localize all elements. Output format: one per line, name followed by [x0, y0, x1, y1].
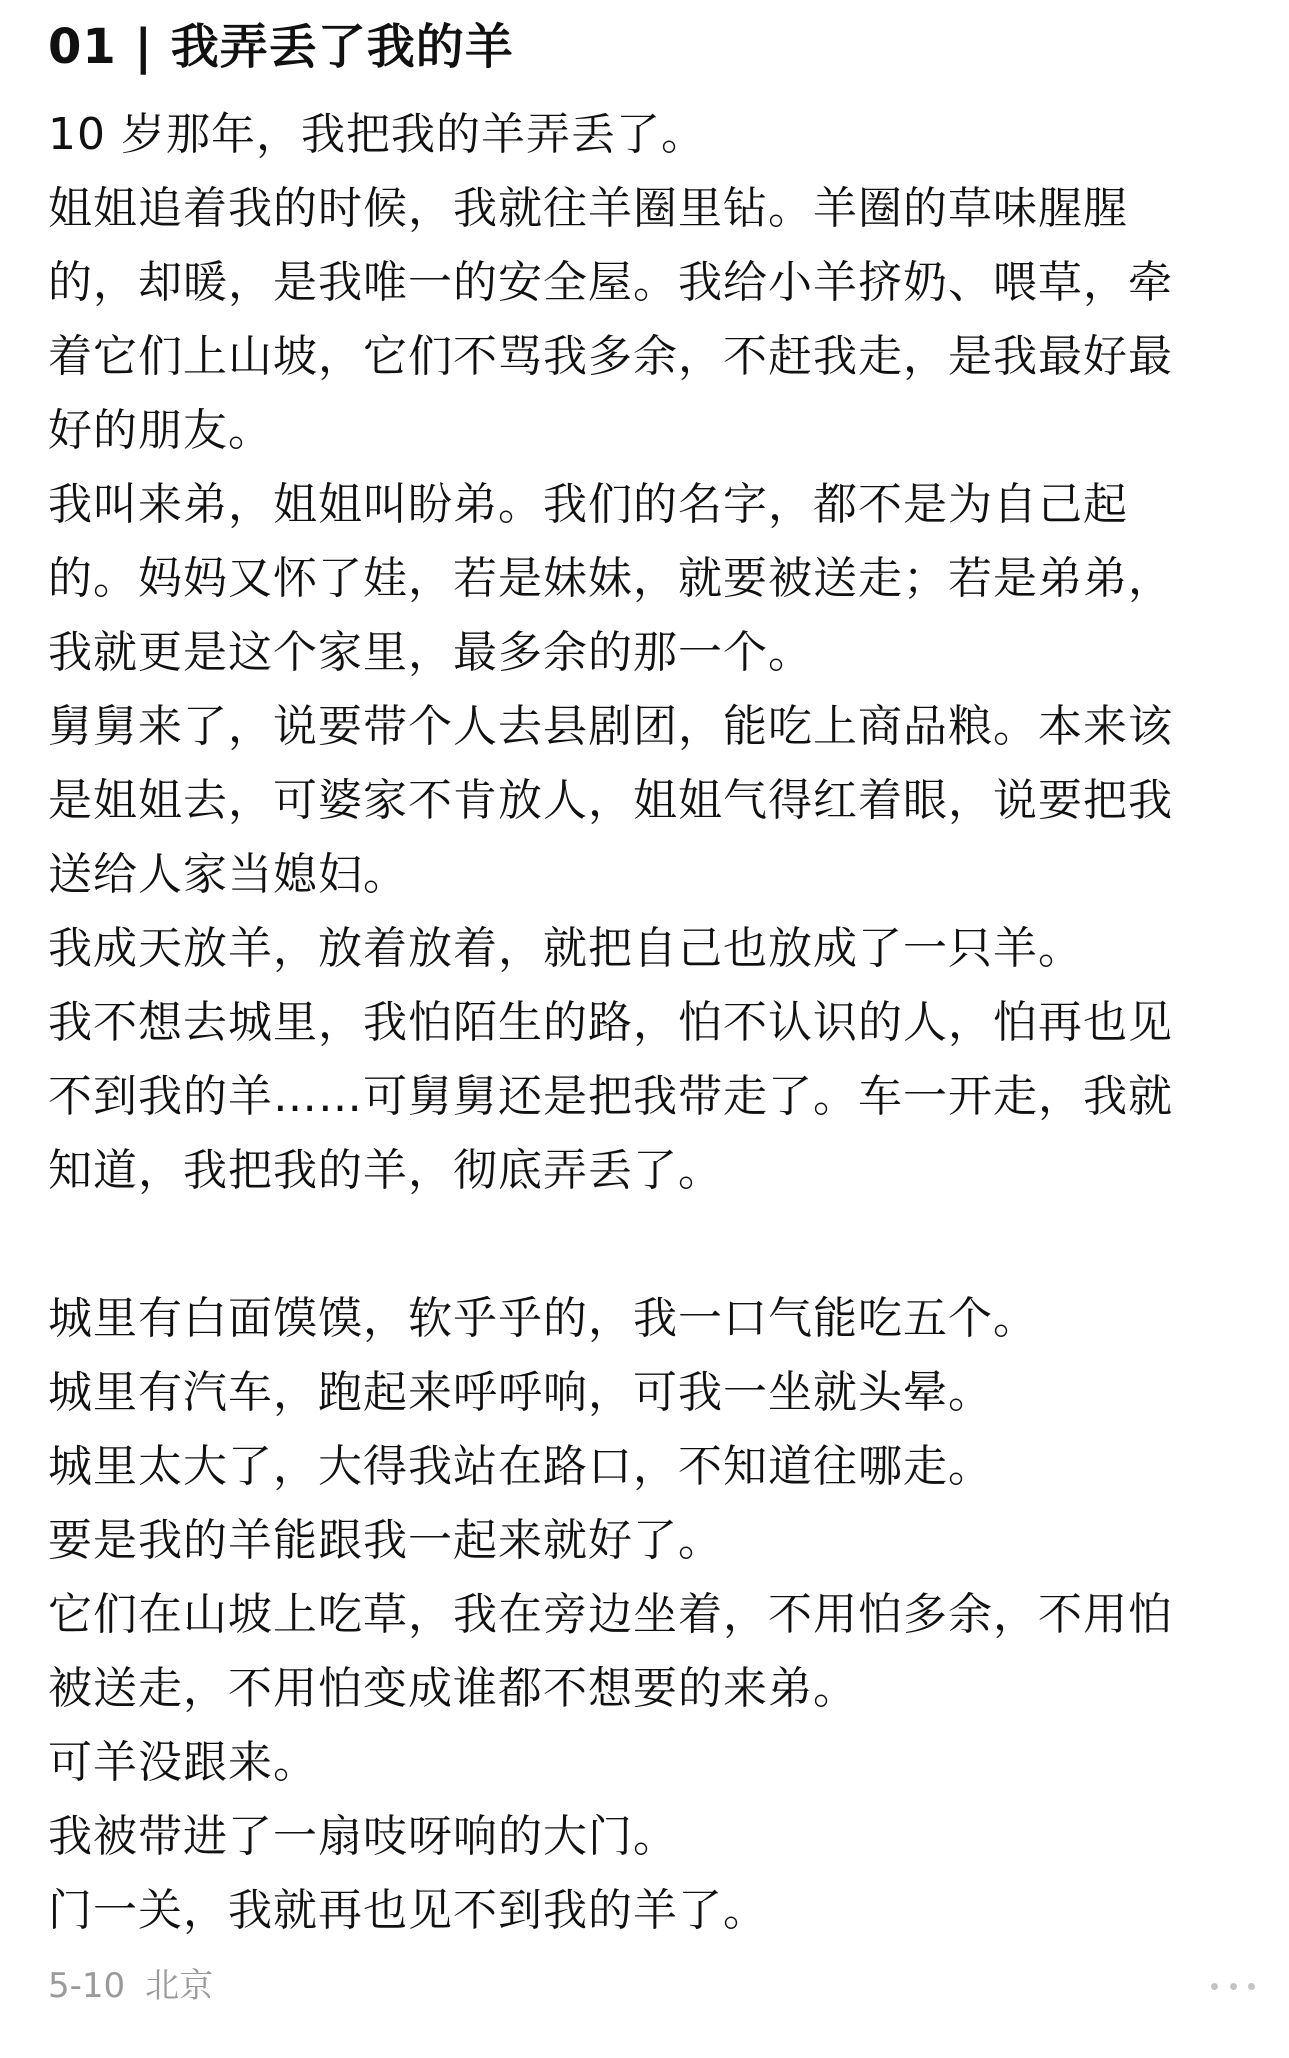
paragraph-line: 姐姐追着我的时候，我就往羊圈里钻。羊圈的草味腥腥 [48, 183, 1128, 234]
post-paragraph [48, 986, 1248, 1208]
paragraph-line: 送给人家当媳妇。 [48, 849, 408, 900]
paragraph-line: 的，却暖，是我唯一的安全屋。我给小羊挤奶、喂草，牵 [48, 257, 1173, 308]
post-title: 01 | 我弄丢了我的羊 [48, 19, 514, 75]
post-body-part2 [48, 1282, 1248, 1948]
paragraph-line: 被送走，不用怕变成谁都不想要的来弟。 [48, 1663, 858, 1714]
post-paragraph [48, 912, 1248, 986]
paragraph-line: 的。妈妈又怀了娃，若是妹妹，就要被送走；若是弟弟， [48, 553, 1173, 604]
paragraph-line: 门一关，我就再也见不到我的羊了。 [48, 1885, 768, 1936]
post-paragraph [48, 1578, 1248, 1726]
paragraph-line: 着它们上山坡，它们不骂我多余，不赶我走，是我最好最 [48, 331, 1173, 382]
post-paragraph [48, 1282, 1248, 1356]
paragraph-line: 可羊没跟来。 [48, 1737, 318, 1788]
more-dots-icon [1248, 1983, 1255, 1990]
paragraph-line: 城里有白面馍馍，软乎乎的，我一口气能吃五个。 [48, 1293, 1038, 1344]
paragraph-line: 我叫来弟，姐姐叫盼弟。我们的名字，都不是为自己起 [48, 479, 1128, 530]
paragraph-line: 10 岁那年，我把我的羊弄丢了。 [48, 109, 706, 160]
paragraph-line: 是姐姐去，可婆家不肯放人，姐姐气得红着眼，说要把我 [48, 775, 1173, 826]
post-date: 5-10 [48, 1966, 126, 2006]
post-paragraph [48, 1356, 1248, 1430]
paragraph-line: 我成天放羊，放着放着，就把自己也放成了一只羊。 [48, 923, 1083, 974]
paragraph-line: 我被带进了一扇吱呀响的大门。 [48, 1811, 678, 1862]
paragraph-line: 舅舅来了，说要带个人去县剧团，能吃上商品粮。本来该 [48, 701, 1173, 752]
post-paragraph [48, 468, 1248, 690]
post-paragraph [48, 1726, 1248, 1800]
paragraph-line: 我不想去城里，我怕陌生的路，怕不认识的人，怕再也见 [48, 997, 1173, 1048]
paragraph-line: 我就更是这个家里，最多余的那一个。 [48, 627, 813, 678]
paragraph-line: 它们在山坡上吃草，我在旁边坐着，不用怕多余，不用怕 [48, 1589, 1173, 1640]
more-dots-icon [1211, 1983, 1218, 1990]
post-paragraph [48, 690, 1248, 912]
paragraph-line: 好的朋友。 [48, 405, 273, 456]
post-paragraph [48, 98, 1248, 172]
post-paragraph [48, 1430, 1248, 1504]
more-options-button[interactable] [1211, 1974, 1255, 1998]
post-paragraph [48, 172, 1248, 468]
paragraph-line: 知道，我把我的羊，彻底弄丢了。 [48, 1145, 723, 1196]
more-dots-icon [1230, 1983, 1237, 1990]
paragraph-line: 要是我的羊能跟我一起来就好了。 [48, 1515, 723, 1566]
post-paragraph [48, 1800, 1248, 1874]
post-container [48, 14, 1248, 1948]
post-meta [48, 1962, 213, 2010]
paragraph-line: 城里太大了，大得我站在路口，不知道往哪走。 [48, 1441, 993, 1492]
post-body-part1 [48, 98, 1248, 1208]
post-paragraph [48, 1874, 1248, 1948]
post-location: 北京 [145, 1966, 214, 2006]
paragraph-line: 不到我的羊……可舅舅还是把我带走了。车一开走，我就 [48, 1071, 1173, 1122]
post-paragraph [48, 1504, 1248, 1578]
paragraph-line: 城里有汽车，跑起来呼呼响，可我一坐就头晕。 [48, 1367, 993, 1418]
paragraph-gap [48, 1208, 1248, 1282]
